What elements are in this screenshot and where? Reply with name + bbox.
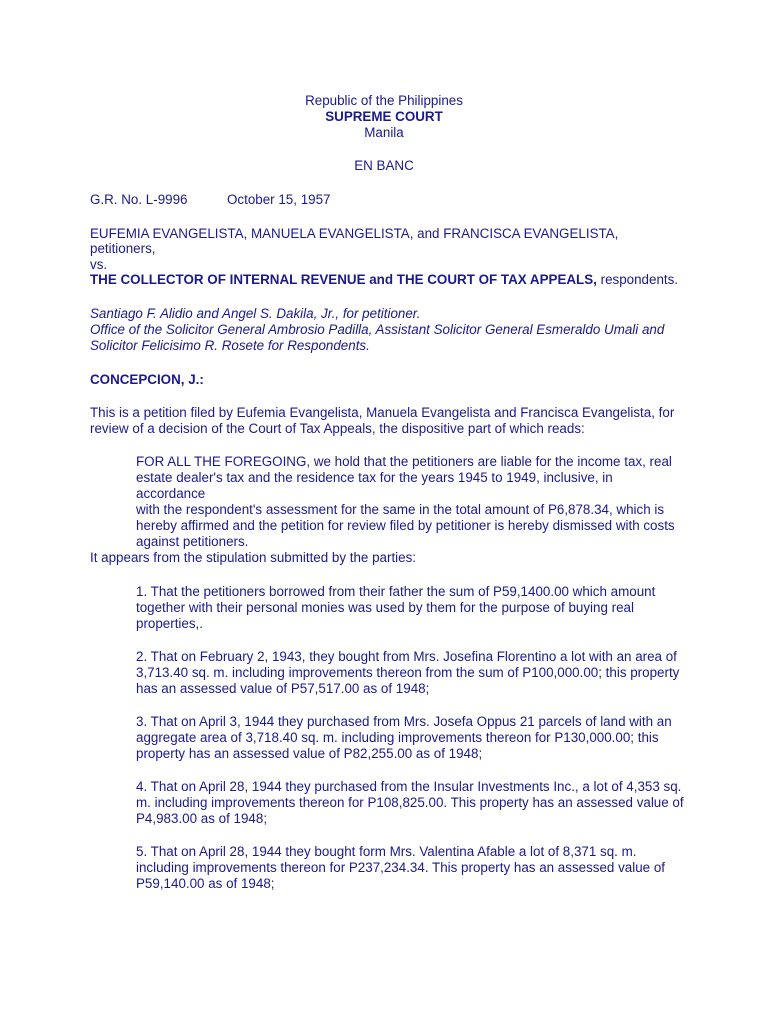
respondents-label: respondents. xyxy=(596,272,679,287)
quoted-dispositive xyxy=(136,454,684,550)
quote-line: hereby affirmed and the petition for review filed by petitioner is hereby dismissed with costs xyxy=(136,518,675,533)
ponente: CONCEPCION, J.: xyxy=(90,372,204,387)
item-line: including improvements thereon for P237,234.34. This property has an assessed value of xyxy=(136,860,665,875)
item-line: property has an assessed value of P82,255.00 as of 1948; xyxy=(136,746,483,761)
item-line: P59,140.00 as of 1948; xyxy=(136,876,275,891)
item-line: aggregate area of 3,718.40 sq. m. including improvements thereon for P130,000.00; this xyxy=(136,730,659,745)
item-line: 2. That on February 2, 1943, they bought from Mrs. Josefina Florentino a lot with an area of xyxy=(136,649,677,664)
header-republic: Republic of the Philippines xyxy=(305,93,463,108)
stipulation-item-1 xyxy=(136,584,684,632)
stipulation-item-4 xyxy=(136,779,684,827)
item-line: m. including improvements thereon for P108,825.00. This property has an assessed value of xyxy=(136,795,684,810)
item-line: properties,. xyxy=(136,616,203,631)
item-line: 1. That the petitioners borrowed from their father the sum of P59,1400.00 which amount xyxy=(136,584,656,599)
item-line: 3,713.40 sq. m. including improvements thereon from the sum of P100,000.00; this property xyxy=(136,665,680,680)
quote-line: against petitioners. xyxy=(136,534,249,549)
quote-line: FOR ALL THE FOREGOING, we hold that the petitioners are liable for the income tax, real xyxy=(136,454,672,469)
stipulation-item-2 xyxy=(136,649,684,697)
stipulation-item-5 xyxy=(136,844,684,892)
respondents-names: THE COLLECTOR OF INTERNAL REVENUE and THE COURT OF TAX APPEALS, xyxy=(90,272,597,287)
quote-line: with the respondent's assessment for the same in the total amount of P6,878.34, which is xyxy=(136,502,665,517)
header-division: EN BANC xyxy=(354,158,414,173)
case-number: G.R. No. L-9996 xyxy=(90,192,188,207)
header-court: SUPREME COURT xyxy=(325,109,443,124)
stipulation-item-3 xyxy=(136,714,684,762)
petitioners-names: EUFEMIA EVANGELISTA, MANUELA EVANGELISTA, and FRANCISCA EVANGELISTA, xyxy=(90,226,619,241)
intro-line-2: review of a decision of the Court of Tax Appeals, the dispositive part of which reads: xyxy=(90,421,585,436)
counsel-respondents-1: Office of the Solicitor General Ambrosio Padilla, Assistant Solicitor General Esmeraldo Umali and xyxy=(90,322,665,337)
respondents-line xyxy=(90,272,678,288)
counsel-petitioner: Santiago F. Alidio and Angel S. Dakila, Jr., for petitioner. xyxy=(90,306,421,321)
intro-line-1: This is a petition filed by Eufemia Evangelista, Manuela Evangelista and Francisca Evangelista, for xyxy=(90,405,675,420)
case-date: October 15, 1957 xyxy=(227,192,331,207)
petitioners-label: petitioners, xyxy=(90,241,156,256)
item-line: P4,983.00 as of 1948; xyxy=(136,811,268,826)
item-line: 3. That on April 3, 1944 they purchased from Mrs. Josefa Oppus 21 parcels of land with an xyxy=(136,714,672,729)
item-line: together with their personal monies was used by them for the purpose of buying real xyxy=(136,600,634,615)
item-line: has an assessed value of P57,517.00 as of 1948; xyxy=(136,681,430,696)
stipulation-intro: It appears from the stipulation submitted by the parties: xyxy=(90,550,417,565)
item-line: 4. That on April 28, 1944 they purchased from the Insular Investments Inc., a lot of 4,353 sq. xyxy=(136,779,682,794)
versus-label: vs. xyxy=(90,257,108,272)
header-city: Manila xyxy=(364,125,404,140)
item-line: 5. That on April 28, 1944 they bought form Mrs. Valentina Afable a lot of 8,371 sq. m. xyxy=(136,844,637,859)
counsel-respondents-2: Solicitor Felicisimo R. Rosete for Respondents. xyxy=(90,338,370,353)
quote-line: estate dealer's tax and the residence tax for the years 1945 to 1949, inclusive, in accordance xyxy=(136,470,613,501)
